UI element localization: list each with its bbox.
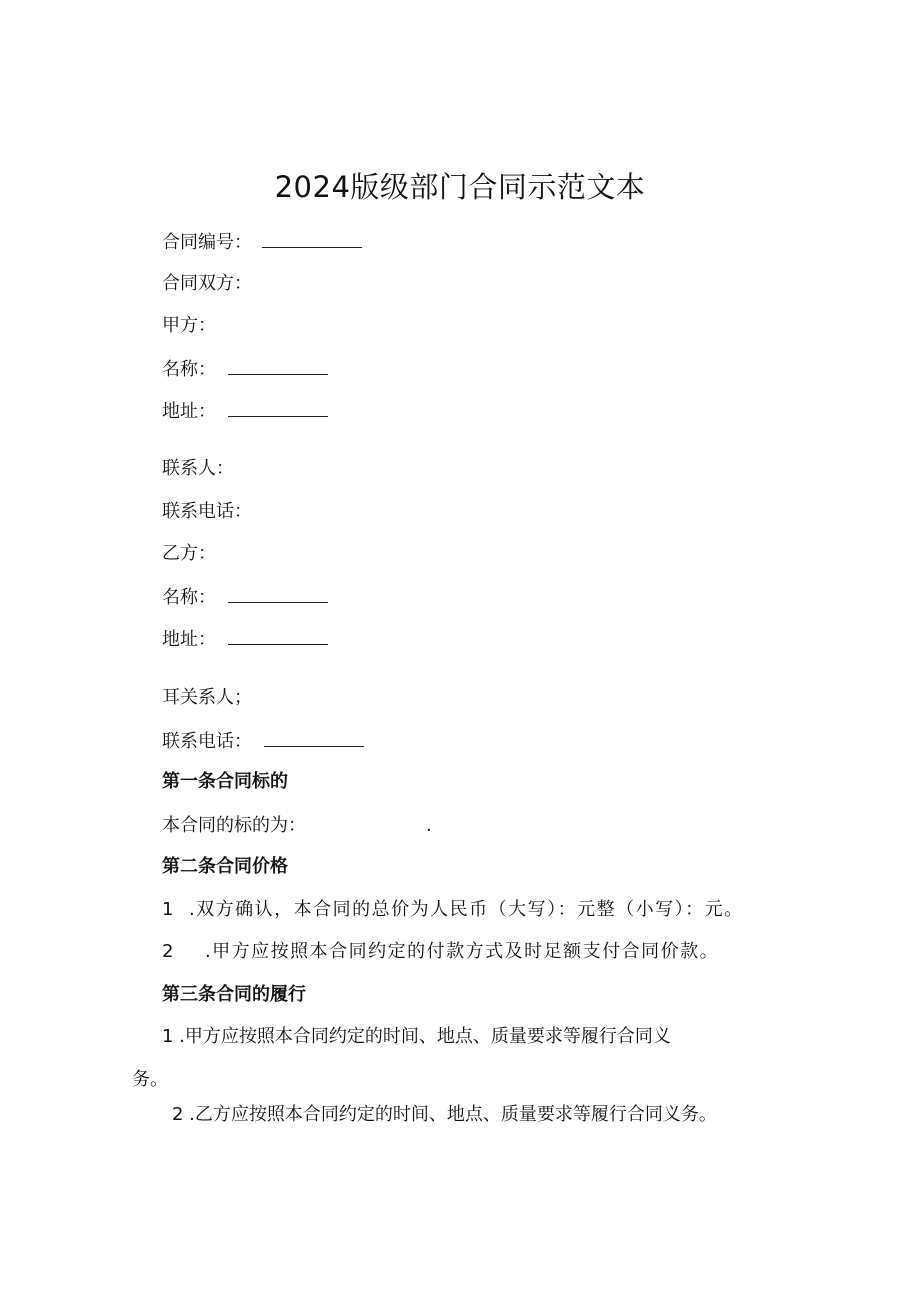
party-b-name-row (162, 584, 328, 610)
article-1-text-row (162, 814, 432, 838)
article-2-item-1-number: 1 (162, 899, 175, 920)
party-b-contact-label: 耳关系人； (162, 687, 252, 708)
party-b-label: 乙方： (162, 543, 216, 564)
contract-number-row (162, 229, 362, 255)
article-2-item-1 (162, 898, 744, 922)
party-a-phone-label: 联系电话： (162, 501, 252, 522)
party-b-address-label: 地址： (162, 629, 216, 650)
party-a-address-blank[interactable] (228, 398, 328, 417)
party-b-name-label: 名称： (162, 587, 216, 608)
party-b-phone-label: 联系电话： (162, 731, 252, 752)
party-b-name-blank[interactable] (228, 584, 328, 603)
parties-label: 合同双方： (162, 273, 252, 294)
article-2-item-1-text: .双方确认，本合同的总价为人民币（大写）：元整（小写）：元。 (188, 899, 744, 920)
document-title: 2024版级部门合同示范文本 (274, 170, 646, 204)
party-a-name-row (162, 356, 328, 382)
party-a-address-row (162, 398, 328, 424)
party-a-address-label: 地址： (162, 401, 216, 422)
party-a-name-blank[interactable] (228, 356, 328, 375)
article-3-item-1: 1 .甲方应按照本合同约定的时间、地点、质量要求等履行合同义 (162, 1026, 671, 1047)
party-b-address-blank[interactable] (228, 626, 328, 645)
party-a-contact-label: 联系人： (162, 458, 234, 479)
article-2-heading: 第二条合同价格 (162, 856, 288, 877)
party-b-phone-row (162, 728, 364, 754)
article-1-heading: 第一条合同标的 (162, 771, 288, 792)
article-2-item-2-text: .甲方应按照本合同约定的付款方式及时足额支付合同价款。 (204, 941, 720, 962)
party-b-address-row (162, 626, 328, 652)
article-2-item-2-number: 2 (162, 941, 175, 962)
party-a-label: 甲方： (162, 315, 216, 336)
article-3-item-2: 2 .乙方应按照本合同约定的时间、地点、质量要求等履行合同义务。 (172, 1104, 717, 1125)
party-a-name-label: 名称： (162, 359, 216, 380)
party-b-phone-blank[interactable] (264, 728, 364, 747)
article-1-text: 本合同的标的为： (162, 815, 306, 836)
contract-number-blank[interactable] (262, 229, 362, 248)
article-1-end-mark: . (426, 815, 432, 836)
article-3-item-1-continuation: 务。 (132, 1069, 168, 1090)
article-3-heading: 第三条合同的履行 (162, 984, 306, 1005)
contract-number-label: 合同编号： (162, 232, 252, 253)
article-2-item-2 (162, 940, 719, 964)
